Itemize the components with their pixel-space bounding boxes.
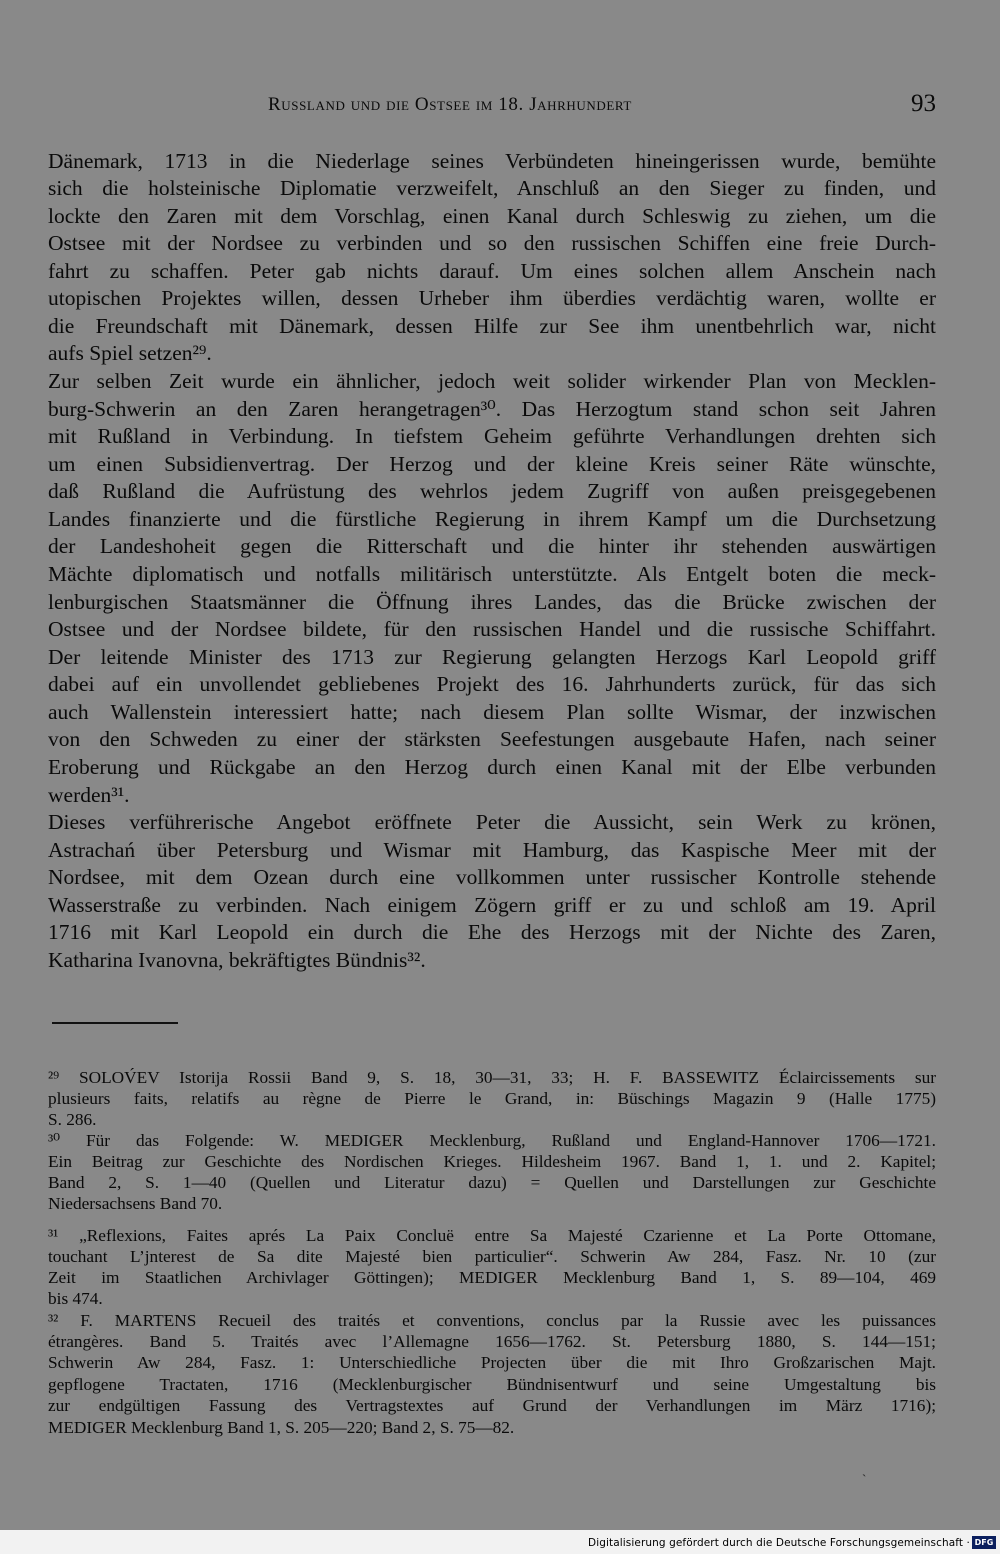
footnote-line: S. 286. [48,1110,97,1129]
footnote-line: touchant L’jnterest de Sa dite Majesté bien particulier“. Schwerin Aw 284, Fasz. Nr. 10 (zur [48,1247,936,1266]
body-line: Landes finanzierte und die fürstliche Regierung in ihrem Kampf um die Durchsetzung [48,507,936,531]
body-line: der Landeshoheit gegen die Ritterschaft und die hinter ihr stehenden auswärtigen [48,534,936,558]
body-line: fahrt zu schaffen. Peter gab nichts darauf. Um eines solchen allem Anschein nach [48,259,936,283]
body-line: lenburgischen Staatsmänner die Öffnung ihres Landes, das die Brücke zwischen der [48,590,936,614]
body-line: dabei auf ein unvollendet gebliebenes Projekt des 16. Jahrhunderts zurück, für das sich [48,672,936,696]
body-line: Dieses verführerische Angebot eröffnete Peter die Aussicht, sein Werk zu krönen, [48,810,936,834]
funding-credit: Digitalisierung gefördert durch die Deutsche Forschungsgemeinschaft · [588,1537,970,1549]
body-line: Der leitende Minister des 1713 zur Regierung gelangten Herzogs Karl Leopold griff [48,645,936,669]
body-line: mit Rußland in Verbindung. In tiefstem Geheim geführte Verhandlungen drehten sich [48,424,936,448]
body-line: lockte den Zaren mit dem Vorschlag, einen Kanal durch Schleswig zu ziehen, um die [48,204,936,228]
footnote-line: MEDIGER Mecklenburg Band 1, S. 205—220; Band 2, S. 75—82. [48,1418,515,1437]
body-line: Wasserstraße zu verbinden. Nach einigem Zögern griff er zu und schloß am 19. April [48,893,936,917]
footnote-line: gepflogene Tractaten, 1716 (Mecklenburgischer Bündnisentwurf und seine Umgestaltung bis [48,1375,936,1394]
body-line: werden³¹. [48,783,130,807]
footnote-line: ³¹ „Reflexions, Faites aprés La Paix Concluë entre Sa Majesté Czarienne et La Porte Ottomane, [48,1226,936,1245]
footnote-line: ³² F. MARTENS Recueil des traités et conventions, conclus par la Russie avec les puissances [48,1311,936,1330]
running-title: Russland und die Ostsee im 18. Jahrhundert [268,94,632,115]
scan-speck: ˏ [862,1462,867,1477]
body-line: Ostsee mit der Nordsee zu verbinden und so den russischen Schiffen eine freie Durch- [48,231,936,255]
page-number: 93 [911,90,936,117]
body-line: die Freundschaft mit Dänemark, dessen Hilfe zur See ihm unentbehrlich war, nicht [48,314,936,338]
footnote-line: zur endgültigen Fassung des Vertragstextes auf Grund der Verhandlungen im März 1716); [48,1396,936,1415]
footnote-line: Niedersachsens Band 70. [48,1194,223,1213]
dfg-logo: DFG [972,1536,996,1549]
body-line: Eroberung und Rückgabe an den Herzog durch einen Kanal mit der Elbe verbunden [48,755,936,779]
body-line: Dänemark, 1713 in die Niederlage seines Verbündeten hineingerissen wurde, bemühte [48,149,936,173]
footnote-line: Band 2, S. 1—40 (Quellen und Literatur dazu) = Quellen und Darstellungen zur Geschichte [48,1173,936,1192]
body-line: von den Schweden zu einer der stärksten Seefestungen ausgebaute Hafen, nach seiner [48,727,936,751]
body-line: Astrachań über Petersburg und Wismar mit Hamburg, das Kaspische Meer mit der [48,838,936,862]
footnote-line: ³⁰ Für das Folgende: W. MEDIGER Mecklenburg, Rußland und England-Hannover 1706—1721. [48,1131,936,1150]
body-line: utopischen Projektes willen, dessen Urheber ihm überdies verdächtig waren, wollte er [48,286,936,310]
body-line: aufs Spiel setzen²⁹. [48,341,212,365]
body-line: 1716 mit Karl Leopold ein durch die Ehe des Herzogs mit der Nichte des Zaren, [48,920,936,944]
body-line: um einen Subsidienvertrag. Der Herzog und der kleine Kreis seiner Räte wünschte, [48,452,936,476]
body-line: Zur selben Zeit wurde ein ähnlicher, jedoch weit solider wirkender Plan von Mecklen- [48,369,936,393]
footnote-line: Ein Beitrag zur Geschichte des Nordischen Krieges. Hildesheim 1967. Band 1, 1. und 2. Kapitel; [48,1152,936,1171]
footnote-line: plusieurs faits, relatifs au règne de Pierre le Grand, in: Büschings Magazin 9 (Halle 1775) [48,1089,936,1108]
running-head [48,92,936,124]
body-line: Katharina Ivanovna, bekräftigtes Bündnis³². [48,948,426,972]
footnote-line: bis 474. [48,1289,103,1308]
body-line: daß Rußland die Aufrüstung des wehrlos jedem Zugriff von außen preisgegebenen [48,479,936,503]
body-line: Mächte diplomatisch und notfalls militärisch unterstützte. Als Entgelt boten die meck- [48,562,936,586]
footnote-line: Schwerin Aw 284, Fasz. 1: Unterschiedliche Projecten über die mit Ihro Großzarischen Majt. [48,1353,936,1372]
footnote-divider [52,1022,178,1024]
body-line: burg-Schwerin an den Zaren herangetragen³⁰. Das Herzogtum stand schon seit Jahren [48,397,936,421]
footnote-line: étrangères. Band 5. Traités avec l’Allemagne 1656—1762. St. Petersburg 1880, S. 144—151; [48,1332,936,1351]
body-line: Ostsee und der Nordsee bildete, für den russischen Handel und die russische Schiffahrt. [48,617,936,641]
footnote-line: Zeit im Staatlichen Archivlager Göttingen); MEDIGER Mecklenburg Band 1, S. 89—104, 469 [48,1268,936,1287]
body-line: sich die holsteinische Diplomatie verzweifelt, Anschluß an den Sieger zu finden, und [48,176,936,200]
body-line: Nordsee, mit dem Ozean durch eine vollkommen unter russischer Kontrolle stehende [48,865,936,889]
footnote-line: ²⁹ SOLOV́EV Istorija Rossii Band 9, S. 18, 30—31, 33; H. F. BASSEWITZ Éclaircissements sur [48,1068,936,1087]
body-line: auch Wallenstein interessiert hatte; nach diesem Plan sollte Wismar, der inzwischen [48,700,936,724]
